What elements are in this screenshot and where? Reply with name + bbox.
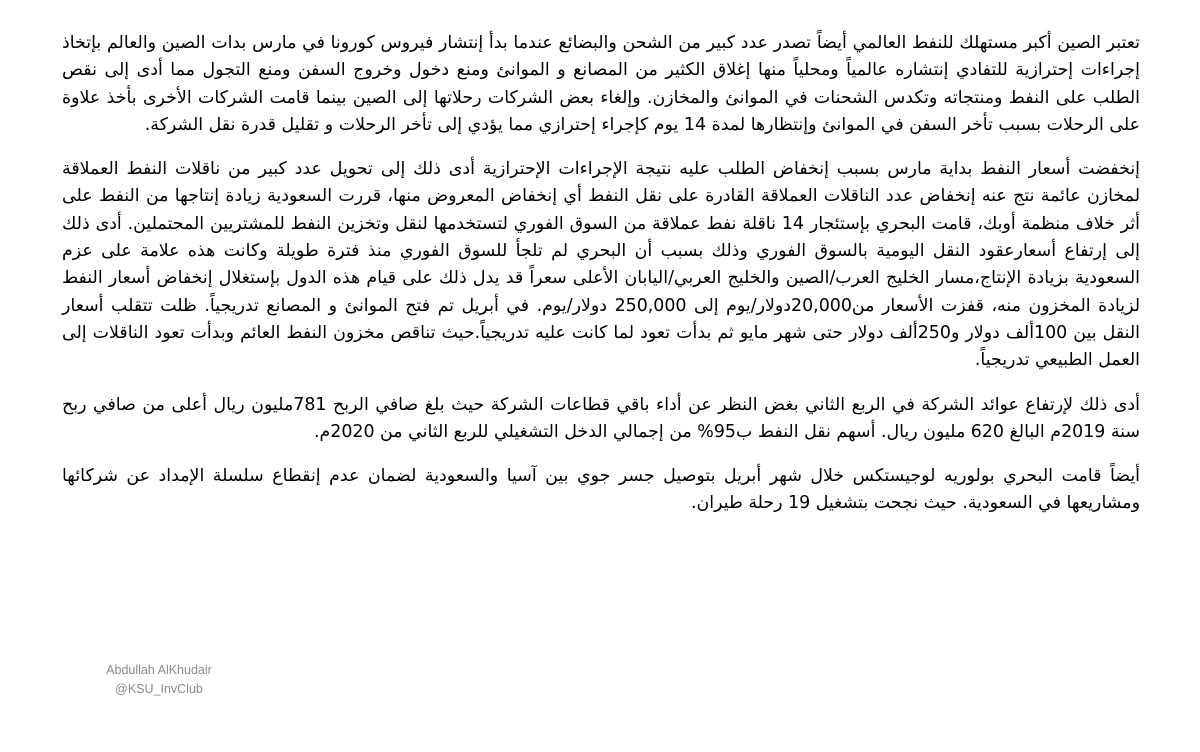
author-handle: @KSU_InvClub <box>115 682 203 696</box>
paragraph-oil-prices: إنخفضت أسعار النفط بداية مارس بسبب إنخفاض الطلب عليه نتيجة الإجراءات الإحترازية أدى ذلك إلى تحويل عدد كبير من ناقلات النفط العملاقة لمخازن عائمة نتج عنه إنخفاض عدد الناقلات العملاقة القادرة على نقل النفط أي إنخفاض المعروض منها، قررت السعودية زيادة إنتاجها من النفط على أثر خلاف منظمة أوبك، قامت البحري بإستئجار 14 ناقلة نفط عملاقة من السوق الفوري لتستخدمها لنقل وتخزين النفط للمشتريين المحتملين. أدى ذلك إلى إرتفاع أسعارعقود النقل اليومية بالسوق الفوري وذلك بسبب أن البحري لم تلجأ للسوق الفوري منذ فترة طويلة وكانت هذه علامة على عزم السعودية بزيادة الإنتاج،مسار الخليج العرب/الصين والخليج العربي/اليابان الأعلى سعراً قد يدل ذلك على قيام هذه الدول بإستغلال إنخفاض أسعار النفط لزيادة المخزون منه، قفزت الأسعار من20,000دولار/يوم إلى 250,000 دولار/يوم. في أبريل تم فتح الموانئ و المصانع تدريجياً. ظلت تتقلب أسعار النقل بين 100ألف دولار و250ألف دولار حتى شهر مايو ثم بدأت تعود لما كانت عليه تدريجياً.حيث تناقص مخزون النفط العائم وبدأت تعود الناقلات إلى العمل الطبيعي تدريجياً. <box>62 159 1141 371</box>
paragraph-q2-revenue: أدى ذلك لإرتفاع عوائد الشركة في الربع الثاني بغض النظر عن أداء باقي قطاعات الشركة حيث بلغ صافي الربح 781مليون ريال أعلى من صافي ربح سنة 2019م البالغ 620 مليون ريال. أسهم نقل النفط ب95% من إجمالي الدخل التشغيلي للربع الثاني من 2020م. <box>62 394 1140 442</box>
paragraph-china-consumption: تعتبر الصين أكبر مستهلك للنفط العالمي أيضاً تصدر عدد كبير من الشحن والبضائع عندما بدأ إنتشار فيروس كورونا في مارس بدات الصين والعالم بإتخاذ إجراءات إحترازية للتفادي إنتشاره عالمياً ومحلياً منها إغلاق الكثير من المصانع و الموانئ ومنع دخول وخروج السفن ومنع التجول مما أدى إلى نقص الطلب على النفط ومنتجاته وتكدس الشحنات في الموانئ والمخازن. وإلغاء بعض الشركات رحلاتها إلى الصين بينما قامت الشركات الأخرى بأخذ علاوة على الرحلات بسبب تأخر السفن في الموانئ وإنتظارها لمدة 14 يوم كإجراء إحترازي مما يؤدي إلى تأخر الرحلات و تقليل قدرة نقل الشركة. <box>62 33 1140 135</box>
author-signature <box>94 661 224 699</box>
paragraph-air-bridge: أيضاً قامت البحري بولوريه لوجيستكس خلال شهر أبريل بتوصيل جسر جوي بين آسيا والسعودية لضمان عدم إنقطاع سلسلة الإمداد عن شركائها ومشاريعها في السعودية. حيث نجحت بتشغيل 19 رحلة طيران. <box>62 466 1140 514</box>
author-name: Abdullah AlKhudair <box>106 663 212 677</box>
article-body <box>62 30 1140 535</box>
